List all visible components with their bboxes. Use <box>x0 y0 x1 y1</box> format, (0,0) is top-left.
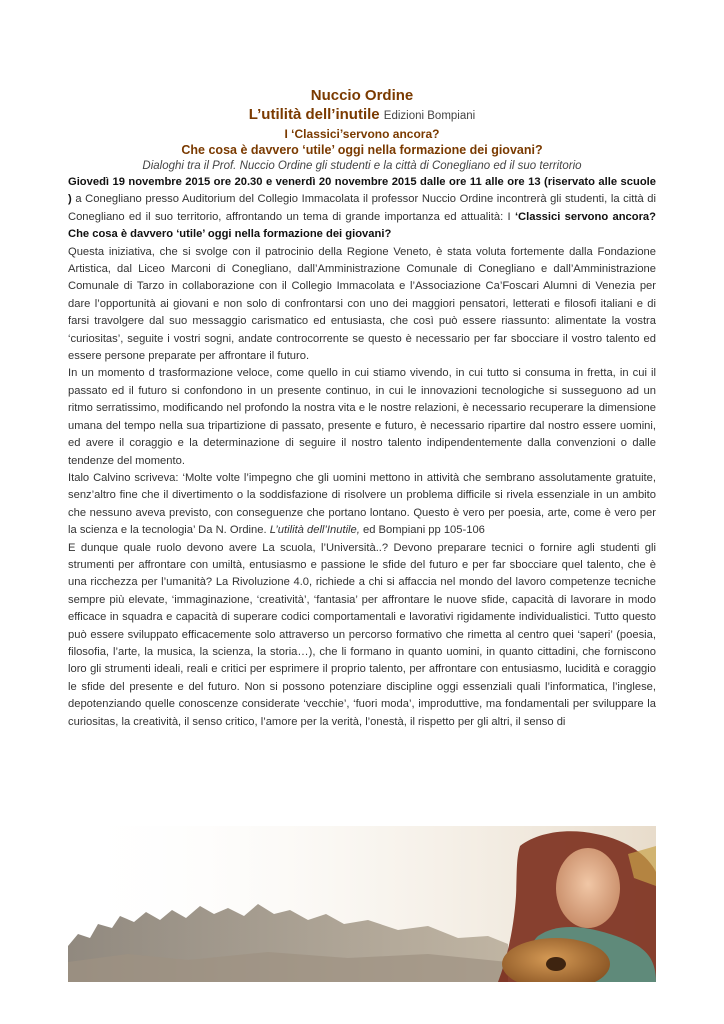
decorative-artwork <box>68 826 656 982</box>
author-name: Nuccio Ordine <box>310 87 414 104</box>
lute-soundhole <box>546 957 566 971</box>
event-theme: ‘Classici servono ancora? Che cosa è davvero ‘utile’ oggi nella formazione dei giovani? <box>68 210 656 241</box>
paragraph-transformation: In un momento d trasformazione veloce, come quello in cui stiamo vivendo, in cui tutto si consuma in fretta, in cui il passato ed il futuro si confondono in un presente continuo, in cui le innovazioni tecnologiche si susseguono ad un ritmo serratissimo, modificando nel profondo la nostra vita e le nostre relazioni, è necessario recuperare la dimensione umana del tempo nella sua tripartizione di passato, presente e futuro, è necessario ripartire dal nostro essere uomini, ed avere il coraggio e la determinazione di seguire il nostro talento indipendentemente dalla convenzioni o dalle tendenze del momento. <box>68 367 656 467</box>
paragraph-calvino-quote <box>68 470 656 540</box>
paragraph-school-role: E dunque quale ruolo devono avere La scuola, l’Università..? Devono preparare tecnici o fornire agli studenti gli strumenti per affrontare con umiltà, entusiasmo e passione le sfide del futuro e per far sbocciare quel talento, che è una ricchezza per l’umanità? La Rivoluzione 4.0, richiede a chi si affaccia nel mondo del lavoro competenze tecniche sempre più elevate, ‘immaginazione, ‘creatività’, ‘fantasia’ per affrontare le nuove sfide, capacità di lavorare in modo efficace in squadra e capacità di superare codici comportamentali e lavorativi rigidamente individualistici. Tutto questo può essere sviluppato efficacemente solo attraverso un percorso formativo che rimetta al centro quei ‘saperi’ (poesia, filosofia, l’arte, la musica, la scienza, la storia…), che li formano in quanto uomini, in quanto cittadini, che forniscono loro gli strumenti ideali, reali e critici per esprimere il proprio talento, per affrontare con entusiasmo, lucidità e coraggio le sfide del presente e del futuro. Non si possono potenziare discipline oggi essenziali quali l’informatica, l’inglese, depotenziando quelle conoscenze considerate ‘vecchie’, ‘fuori moda’, improduttive, ma fondamentali per sviluppare la curiositas, la creatività, il senso critico, l’amore per la verità, l’onestà, il rispetto per gli altri, il senso di <box>68 541 656 728</box>
announcement-text: a Conegliano presso Auditorium del Collegio Immacolata il professor Nuccio Ordine incontrerà gli studenti, la città di Conegliano ed il suo territorio, affrontando un tema di grande importanza ed attualità: I <box>68 193 656 223</box>
angel-face <box>556 848 620 928</box>
announcement-paragraph <box>68 174 656 244</box>
title-block <box>68 86 656 174</box>
book-title-line <box>68 105 656 126</box>
foreground-rocks <box>68 952 508 982</box>
calvino-quote-text: Italo Calvino scriveva: ‘Molte volte l’impegno che gli uomini mettono in attività che sembrano assolutamente gratuite, senz’altro fine che il divertimento o la soddisfazione di risolvere un problema difficile si rivela essenziale in un ambito che nessuno aveva previsto, con conseguenze che portano lontano. Questo è vero per poesia, arte, come è vero per la scienza e la tecnologia’ Da N. Ordine. <box>68 471 656 537</box>
question-2: Che cosa è davvero ‘utile’ oggi nella formazione dei giovani? <box>181 143 543 157</box>
event-dates: Giovedì 19 novembre 2015 ore 20.30 e venerdì 20 novembre 2015 dalle ore 11 alle ore 13 (riservato alle scuole ) <box>68 176 656 206</box>
document-page <box>68 86 656 731</box>
publisher: Edizioni Bompiani <box>383 110 476 122</box>
book-citation: L’utilità dell’Inutile, <box>269 524 360 537</box>
angel-musician-illustration <box>68 826 656 982</box>
citation-tail: ed Bompiani pp 105-106 <box>359 524 485 537</box>
book-title: L’utilità dell’inutile <box>248 106 380 123</box>
paragraph-initiative: Questa iniziativa, che si svolge con il patrocinio della Regione Veneto, è stata voluta fortemente dalla Fondazione Artistica, dal Liceo Marconi di Conegliano, dall’Amministrazione Comunale di Conegliano e dall’Amministrazione Comunale di Tarzo in collaborazione con il Collegio Immacolata e l’Associazione Ca’Foscari Alumni di Venezia per dare l’opportunità ai giovani e non solo di confrontarsi con uno dei maggiori pensatori, letterati e filosofi italiani e di farsi travolgere dal suo messaggio carismatico ed entusiasta, che così può essere riassunto: alimentate la vostra ‘curiositas’, seguite i vostri sogni, andate controcorrente se questo è necessario per far sbocciare il vostro talento ed essere persone preparate per affrontare il futuro. <box>68 245 656 363</box>
subtitle: Dialoghi tra il Prof. Nuccio Ordine gli studenti e la città di Conegliano ed il suo territorio <box>142 160 582 172</box>
question-1: I ‘Classici’servono ancora? <box>284 127 440 141</box>
